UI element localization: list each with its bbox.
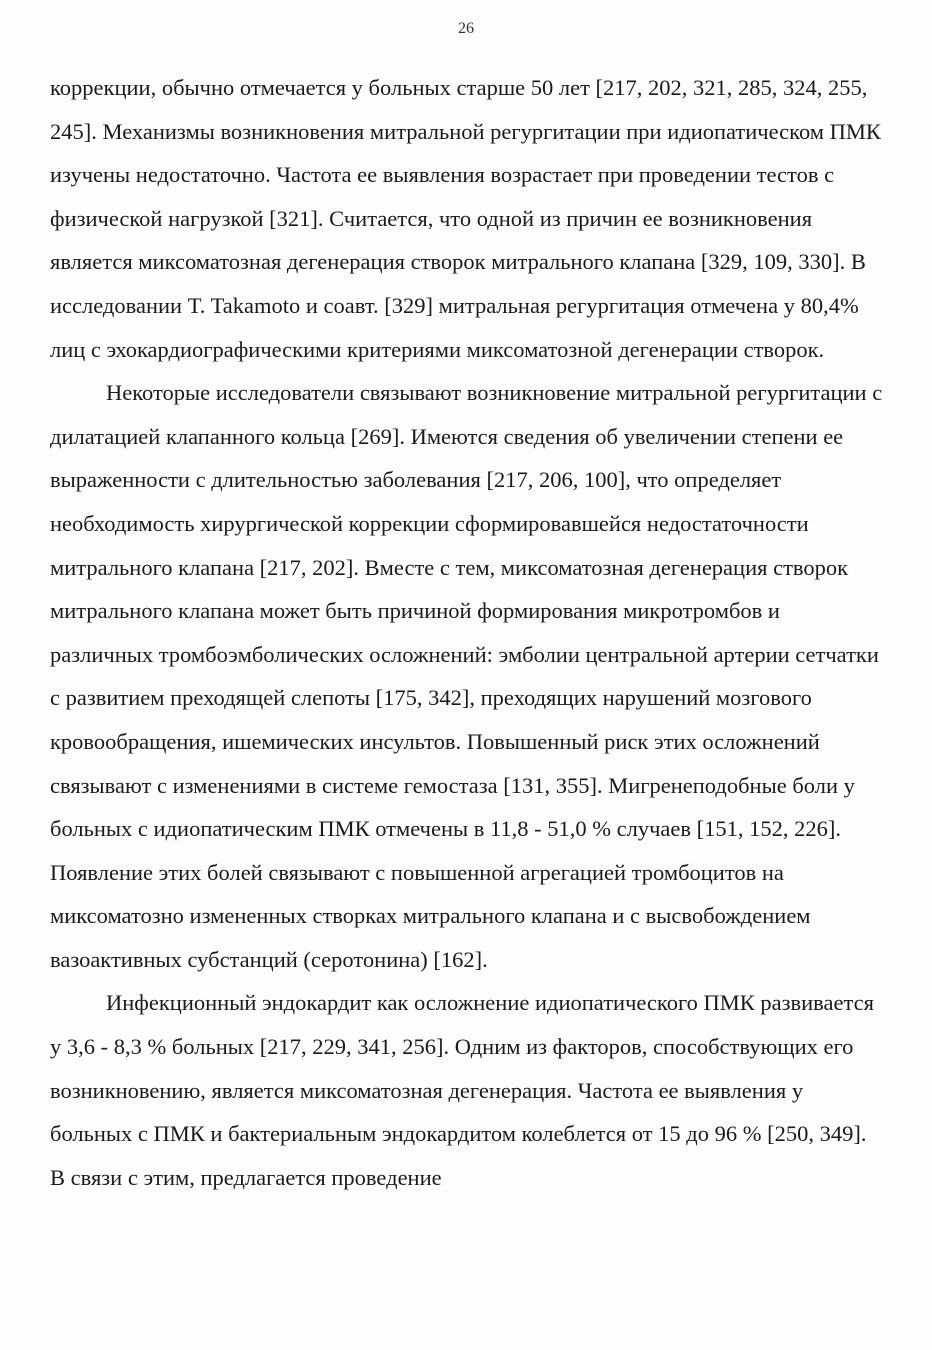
paragraph-3: Инфекционный эндокардит как осложнение идиопатического ПМК развивается у 3,6 - 8,3 % больных [217, 229, 341, 256]. Одним из факторов, способствующих его возникновению, является миксоматозная дегенерация. Частота ее выявления у больных с ПМК и бактериальным эндокардитом колеблется от 15 до 96 % [250, 349]. В связи с этим, предлагается проведение <box>50 990 874 1190</box>
page-number: 26 <box>458 20 474 37</box>
body-text <box>50 66 886 1199</box>
paragraph-2: Некоторые исследователи связывают возникновение митральной регургитации с дилатацией клапанного кольца [269]. Имеются сведения об увеличении степени ее выраженности с длительностью заболевания [217, 206, 100], что определяет необходимость хирургической коррекции сформировавшейся недостаточности митрального клапана [217, 202]. Вместе с тем, миксоматозная дегенерация створок митрального клапана может быть причиной формирования микротромбов и различных тромбоэмболических осложнений: эмболии центральной артерии сетчатки с развитием преходящей слепоты [175, 342], преходящих нарушений мозгового кровообращения, ишемических инсультов. Повышенный риск этих осложнений связывают с изменениями в системе гемостаза [131, 355]. Мигренеподобные боли у больных с идиопатическим ПМК отмечены в 11,8 - 51,0 % случаев [151, 152, 226]. Появление этих болей связывают с повышенной агрегацией тромбоцитов на миксоматозно измененных створках митрального клапана и с высвобождением вазоактивных субстанций (серотонина) [162]. <box>50 380 883 972</box>
paragraph-1: коррекции, обычно отмечается у больных старше 50 лет [217, 202, 321, 285, 324, 255, 245]. Механизмы возникновения митральной регургитации при идиопатическом ПМК изучены недостаточно. Частота ее выявления возрастает при проведении тестов с физической нагрузкой [321]. Считается, что одной из причин ее возникновения является миксоматозная дегенерация створок митрального клапана [329, 109, 330]. В исследовании T. Takamoto и соавт. [329] митральная регургитация отмечена у 80,4% лиц с эхокардиографическими критериями миксоматозной дегенерации створок. <box>50 75 881 362</box>
